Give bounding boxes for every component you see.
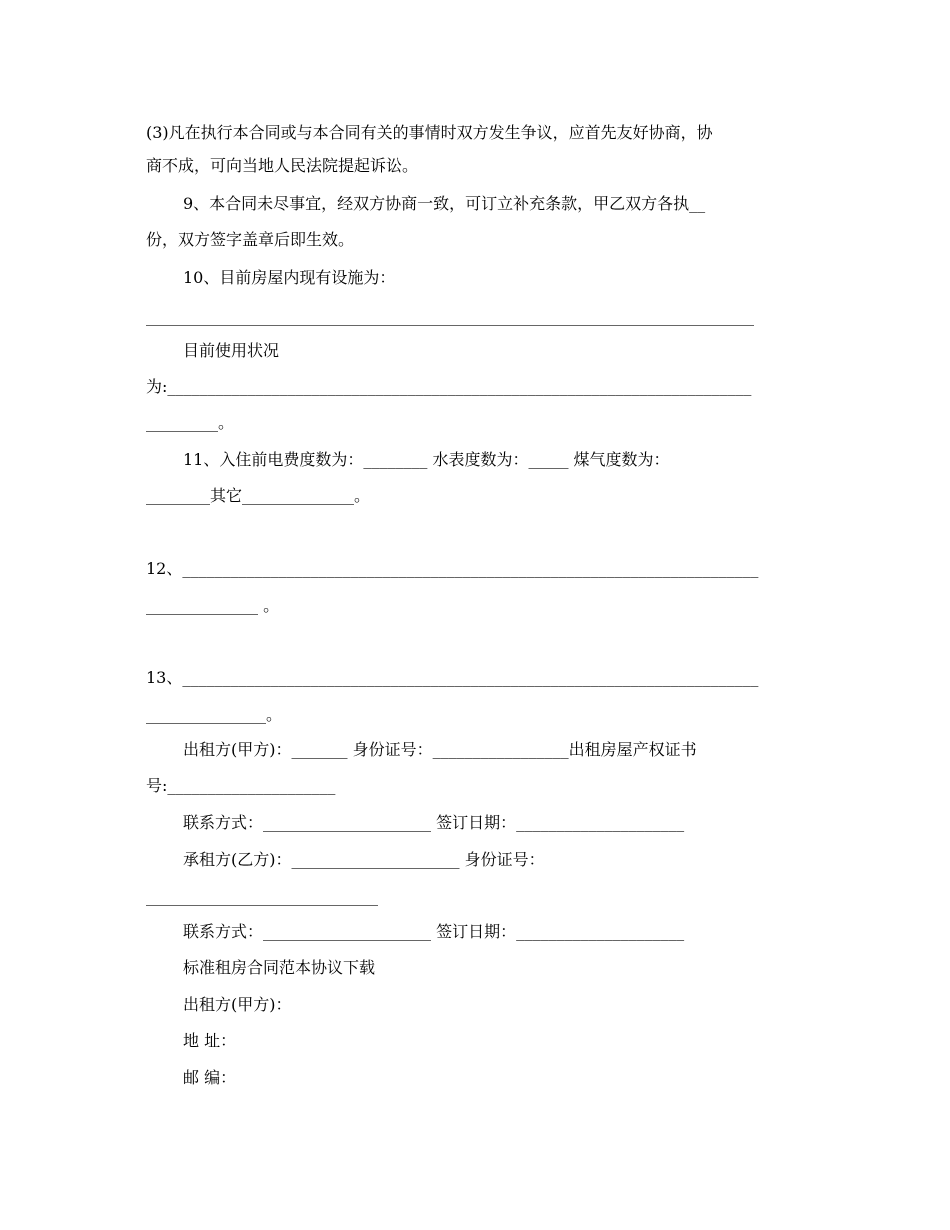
clause-10-facilities: 10、目前房屋内现有设施为： [183,268,396,287]
usage-status-blank: 为:_________________________________________________________________________ [146,377,752,396]
clause-9-line-2: 份，双方签字盖章后即生效。 [146,230,355,249]
lessor-contact-date: 联系方式：_____________________ 签订日期：_____________________ [183,813,685,832]
template-download-title: 标准租房合同范本协议下载 [183,958,376,977]
clause-12-line-2: ______________ 。 [146,596,280,615]
clause-13-line-1: 13、________________________________________________________________________ [146,668,759,687]
lessor-signature-line: 出租方(甲方)：_______ 身份证号：_________________出租房屋产权证书 [183,740,697,759]
lessor-label: 出租方(甲方)： [183,995,292,1014]
clause-13-line-2: _______________。 [146,705,283,724]
lessee-id-blank: _____________________________ [146,887,378,906]
lessee-signature-line: 承租方(乙方)：_____________________ 身份证号： [183,850,545,869]
clause-3-dispute-line-1: (3)凡在执行本合同或与本合同有关的事情时双方发生争议，应首先友好协商，协 [146,123,713,142]
clause-3-dispute-line-2: 商不成，可向当地人民法院提起诉讼。 [146,156,419,175]
clause-11-other: ________其它______________。 [146,486,371,505]
postcode-label: 邮 编： [183,1068,237,1087]
property-certificate-number: 号:_____________________ [146,776,336,795]
address-label: 地 址： [183,1031,237,1050]
clause-9-line-1: 9、本合同未尽事宜，经双方协商一致，可订立补充条款，甲乙双方各执__ [183,194,706,213]
usage-status-blank-end: _________。 [146,413,235,432]
clause-12-line-1: 12、________________________________________________________________________ [146,559,759,578]
usage-status-label: 目前使用状况 [183,341,280,360]
clause-11-meter-readings: 11、入住前电费度数为：________ 水表度数为：_____ 煤气度数为： [183,450,670,469]
lessee-contact-date: 联系方式：_____________________ 签订日期：_____________________ [183,922,685,941]
facilities-blank-line: ____________________________________________________________________________ [146,307,754,326]
